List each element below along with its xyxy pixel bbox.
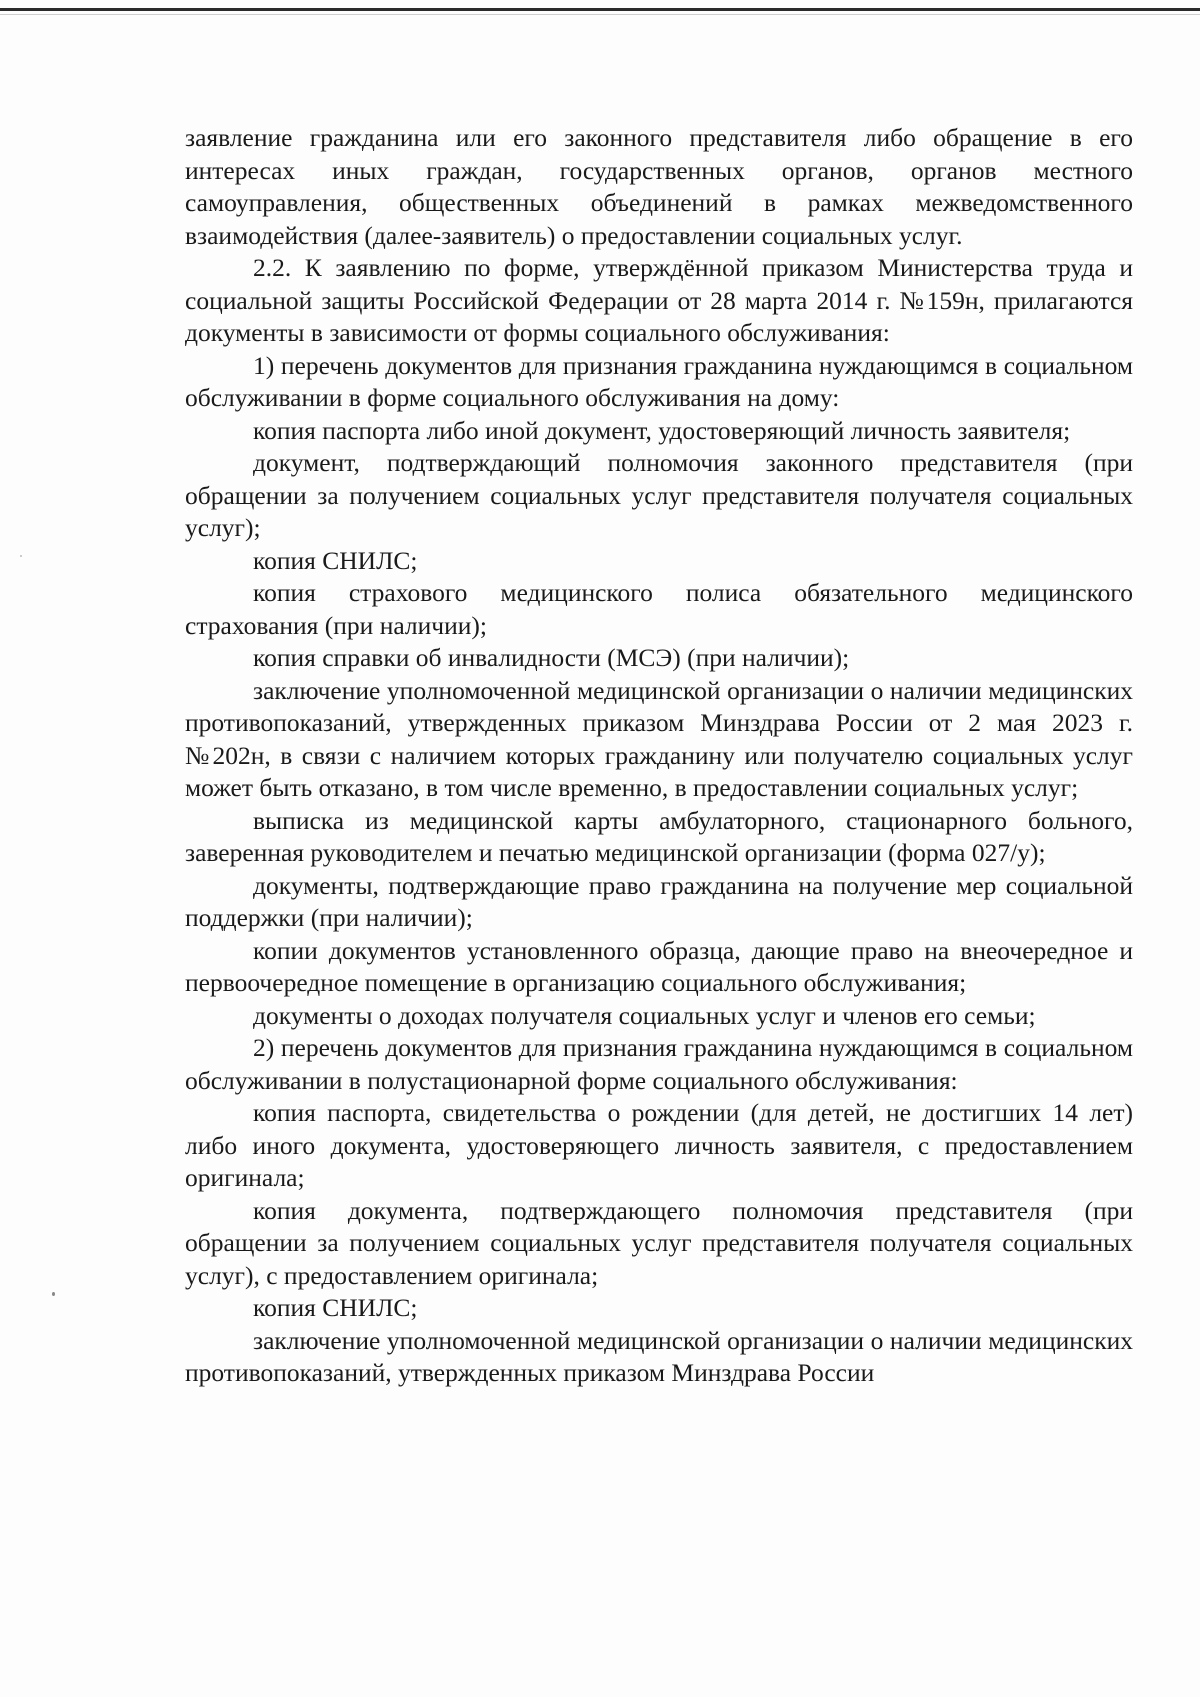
paragraph: выписка из медицинской карты амбулаторного, стационарного больного, заверенная руководителем и печатью медицинской организации (форма 027/у);: [185, 805, 1133, 867]
paragraph: заявление гражданина или его законного представителя либо обращение в его интересах иных граждан, государственных органов, органов местного самоуправления, общественных объединений в рамках межведомственного взаимодействия (далее-заявитель) о предоставлении социальных услуг.: [185, 123, 1133, 250]
paragraph: 1) перечень документов для признания гражданина нуждающимся в социальном обслуживании в форме социального обслуживания на дому:: [185, 350, 1133, 412]
scan-speck: [20, 555, 22, 557]
paragraph: копия паспорта либо иной документ, удостоверяющий личность заявителя;: [253, 415, 1071, 445]
paragraph: заключение уполномоченной медицинской организации о наличии медицинских противопоказаний, утвержденных приказом Минздрава России: [185, 1325, 1133, 1387]
scan-speck: [52, 1292, 55, 1296]
scan-top-edge-shadow: [0, 14, 1200, 15]
paragraph: копия документа, подтверждающего полномочия представителя (при обращении за получением социальных услуг представителя получателя социальных услуг), с предоставлением оригинала;: [185, 1195, 1133, 1290]
document-body: [185, 122, 1133, 1390]
paragraph: копия СНИЛС;: [253, 1293, 418, 1322]
paragraph: копия СНИЛС;: [253, 545, 418, 575]
paragraph: документы о доходах получателя социальных услуг и членов его семьи;: [253, 1000, 1036, 1030]
paragraph: 2.2. К заявлению по форме, утверждённой приказом Министерства труда и социальной защиты Российской Федерации от 28 марта 2014 г. №159н, прилагаются документы в зависимости от формы социального обслуживания:: [185, 253, 1133, 347]
paragraph: копия страхового медицинского полиса обязательного медицинского страхования (при наличии);: [185, 578, 1133, 640]
paragraph: документ, подтверждающий полномочия законного представителя (при обращении за получением социальных услуг представителя получателя социальных услуг);: [185, 448, 1133, 542]
paragraph: 2) перечень документов для признания гражданина нуждающимся в социальном обслуживании в полустационарной форме социального обслуживания:: [185, 1033, 1133, 1095]
paragraph: копия паспорта, свидетельства о рождении (для детей, не достигших 14 лет) либо иного документа, удостоверяющего личность заявителя, с предоставлением оригинала;: [185, 1098, 1133, 1192]
paragraph: копия справки об инвалидности (МСЭ) (при наличии);: [253, 643, 850, 672]
scan-top-edge: [0, 8, 1200, 11]
paragraph: копии документов установленного образца, дающие право на внеочередное и первоочередное помещение в организацию социального обслуживания;: [185, 935, 1133, 997]
paragraph: документы, подтверждающие право гражданина на получение мер социальной поддержки (при наличии);: [185, 870, 1133, 932]
paragraph: заключение уполномоченной медицинской организации о наличии медицинских противопоказаний, утвержденных приказом Минздрава России от 2 мая 2023 г. №202н, в связи с наличием которых гражданину или получателю социальных услуг может быть отказано, в том числе временно, в предоставлении социальных услуг;: [185, 675, 1133, 802]
